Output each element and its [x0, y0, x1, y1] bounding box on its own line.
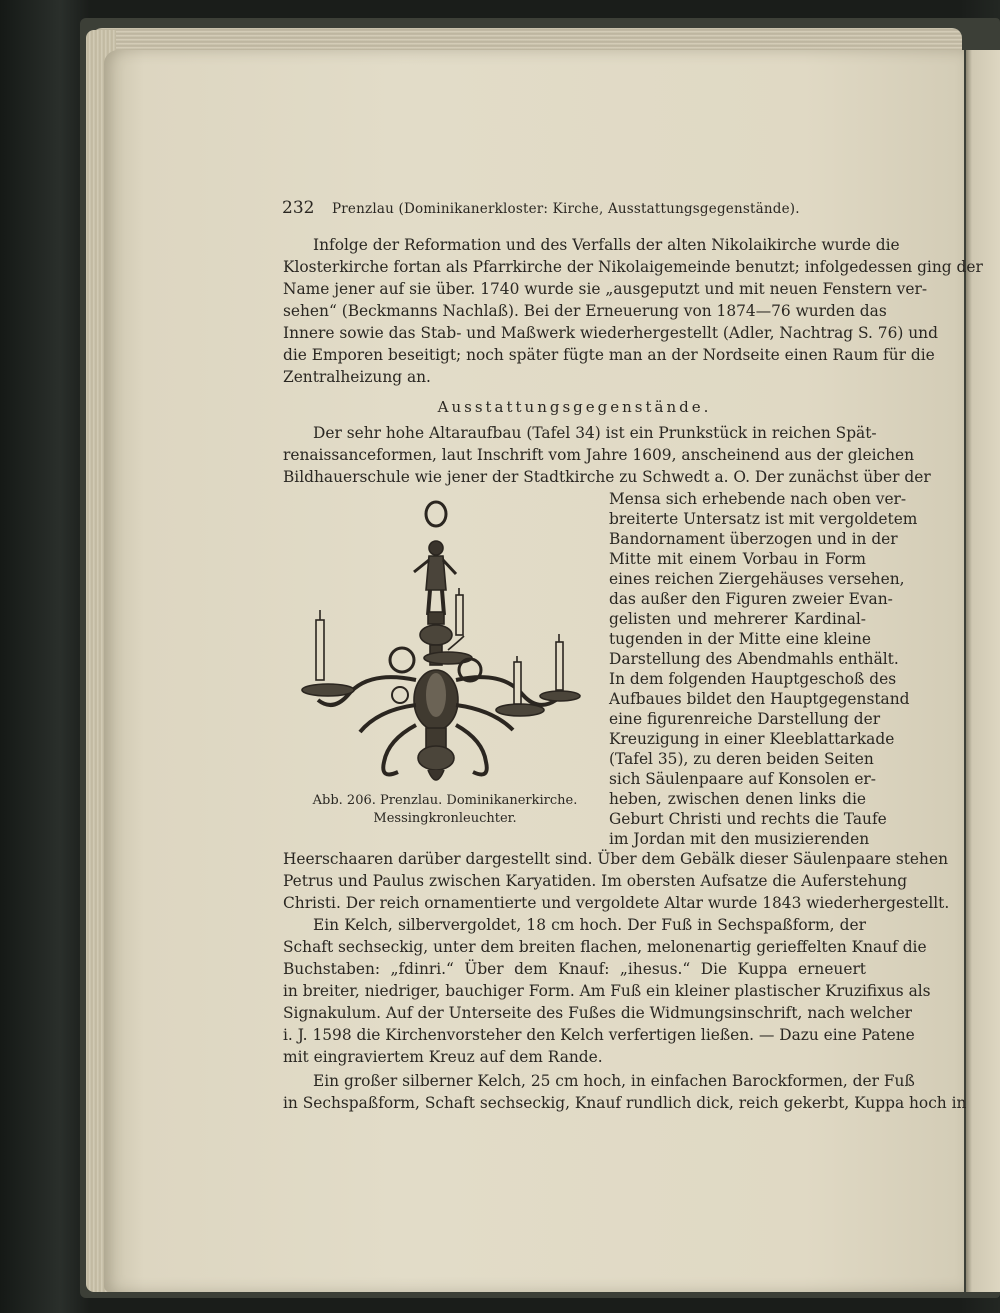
kelch-line: Buchstaben: „fdinri.“ Über dem Knauf: „ihesus.“ Die Kuppa erneuert	[283, 960, 866, 978]
altar-side-line: Aufbaues bildet den Hauptgegenstand	[609, 690, 910, 708]
intro-line: Klosterkirche fortan als Pfarrkirche der Nikolaigemeinde benutzt; infolgedessen ging der	[283, 258, 983, 276]
altar-side-line: Geburt Christi und rechts die Taufe	[609, 810, 887, 828]
kelch-line: Schaft sechseckig, unter dem breiten flachen, melonenartig gerieffelten Knauf die	[283, 938, 927, 956]
kelch-line: Signakulum. Auf der Unterseite des Fußes die Widmungsinschrift, nach welcher	[283, 1004, 913, 1022]
altar-rest-line: Petrus und Paulus zwischen Karyatiden. Im obersten Aufsatze die Auferstehung	[283, 872, 908, 890]
kelch2-line: in Sechspaßform, Schaft sechseckig, Knauf rundlich dick, reich gekerbt, Kuppa hoch in	[283, 1094, 967, 1112]
altar-side-line: eine figurenreiche Darstellung der	[609, 710, 881, 728]
intro-line: die Emporen beseitigt; noch später fügte man an der Nordseite einen Raum für die	[283, 346, 935, 364]
altar-side-line: gelisten und mehrerer Kardinal-	[609, 610, 866, 628]
altar-side-line: Bandornament überzogen und in der	[609, 530, 898, 548]
kelch-line: in breiter, niedriger, bauchiger Form. Am Fuß ein kleiner plastischer Kruzifixus als	[283, 982, 931, 1000]
altar-side-line: tugenden in der Mitte eine kleine	[609, 630, 871, 648]
altar-side-line: im Jordan mit den musizierenden	[609, 830, 870, 848]
altar-side-line: Mensa sich erhebende nach oben ver-	[609, 490, 907, 508]
altar-line: renaissanceformen, laut Inschrift vom Jahre 1609, anscheinend aus der gleichen	[283, 446, 915, 464]
altar-side-line: eines reichen Ziergehäuses versehen,	[609, 570, 905, 588]
kelch2-line: Ein großer silberner Kelch, 25 cm hoch, in einfachen Barockformen, der Fuß	[313, 1072, 915, 1090]
altar-side-line: breiterte Untersatz ist mit vergoldetem	[609, 510, 918, 528]
altar-line: Bildhauerschule wie jener der Stadtkirche zu Schwedt a. O. Der zunächst über der	[283, 468, 931, 486]
altar-side-line: Darstellung des Abendmahls enthält.	[609, 650, 899, 668]
altar-side-line: In dem folgenden Hauptgeschoß des	[609, 670, 897, 688]
page-number: 232	[282, 198, 315, 218]
section-heading: Ausstattungsgegenstände.	[437, 398, 712, 416]
kelch-line: mit eingraviertem Kreuz auf dem Rande.	[283, 1048, 603, 1066]
altar-rest-line: Heerschaaren darüber dargestellt sind. Über dem Gebälk dieser Säulenpaare stehen	[283, 850, 948, 868]
altar-rest-line: Christi. Der reich ornamentierte und vergoldete Altar wurde 1843 wiederhergestellt.	[283, 894, 950, 912]
figure-caption: Messingkronleuchter.	[373, 811, 517, 826]
figure-caption: Abb. 206. Prenzlau. Dominikanerkirche.	[312, 793, 578, 808]
page-header	[282, 200, 882, 222]
intro-line: Innere sowie das Stab- und Maßwerk wiederhergestellt (Adler, Nachtrag S. 76) und	[283, 324, 938, 342]
kelch-line: Ein Kelch, silbervergoldet, 18 cm hoch. Der Fuß in Sechspaßform, der	[313, 916, 866, 934]
running-head: Prenzlau (Dominikanerkloster: Kirche, Ausstattungsgegenstände).	[332, 201, 800, 217]
kelch-line: i. J. 1598 die Kirchenvorsteher den Kelch verfertigen ließen. — Dazu eine Patene	[283, 1026, 915, 1044]
chandelier-illustration	[288, 500, 590, 792]
intro-line: Zentralheizung an.	[283, 368, 431, 386]
altar-line: Der sehr hohe Altaraufbau (Tafel 34) ist ein Prunkstück in reichen Spät-	[313, 424, 877, 442]
intro-line: Name jener auf sie über. 1740 wurde sie „ausgeputzt und mit neuen Fenstern ver-	[283, 280, 928, 298]
altar-side-line: sich Säulenpaare auf Konsolen er-	[609, 770, 876, 788]
intro-line: Infolge der Reformation und des Verfalls der alten Nikolaikirche wurde die	[313, 236, 900, 254]
altar-side-line: Mitte mit einem Vorbau in Form	[609, 550, 866, 568]
altar-side-line: das außer den Figuren zweier Evan-	[609, 590, 893, 608]
altar-side-line: heben, zwischen denen links die	[609, 790, 866, 808]
intro-line: sehen“ (Beckmanns Nachlaß). Bei der Erneuerung von 1874—76 wurden das	[283, 302, 887, 320]
altar-side-line: Kreuzigung in einer Kleeblattarkade	[609, 730, 895, 748]
altar-side-line: (Tafel 35), zu deren beiden Seiten	[609, 750, 874, 768]
